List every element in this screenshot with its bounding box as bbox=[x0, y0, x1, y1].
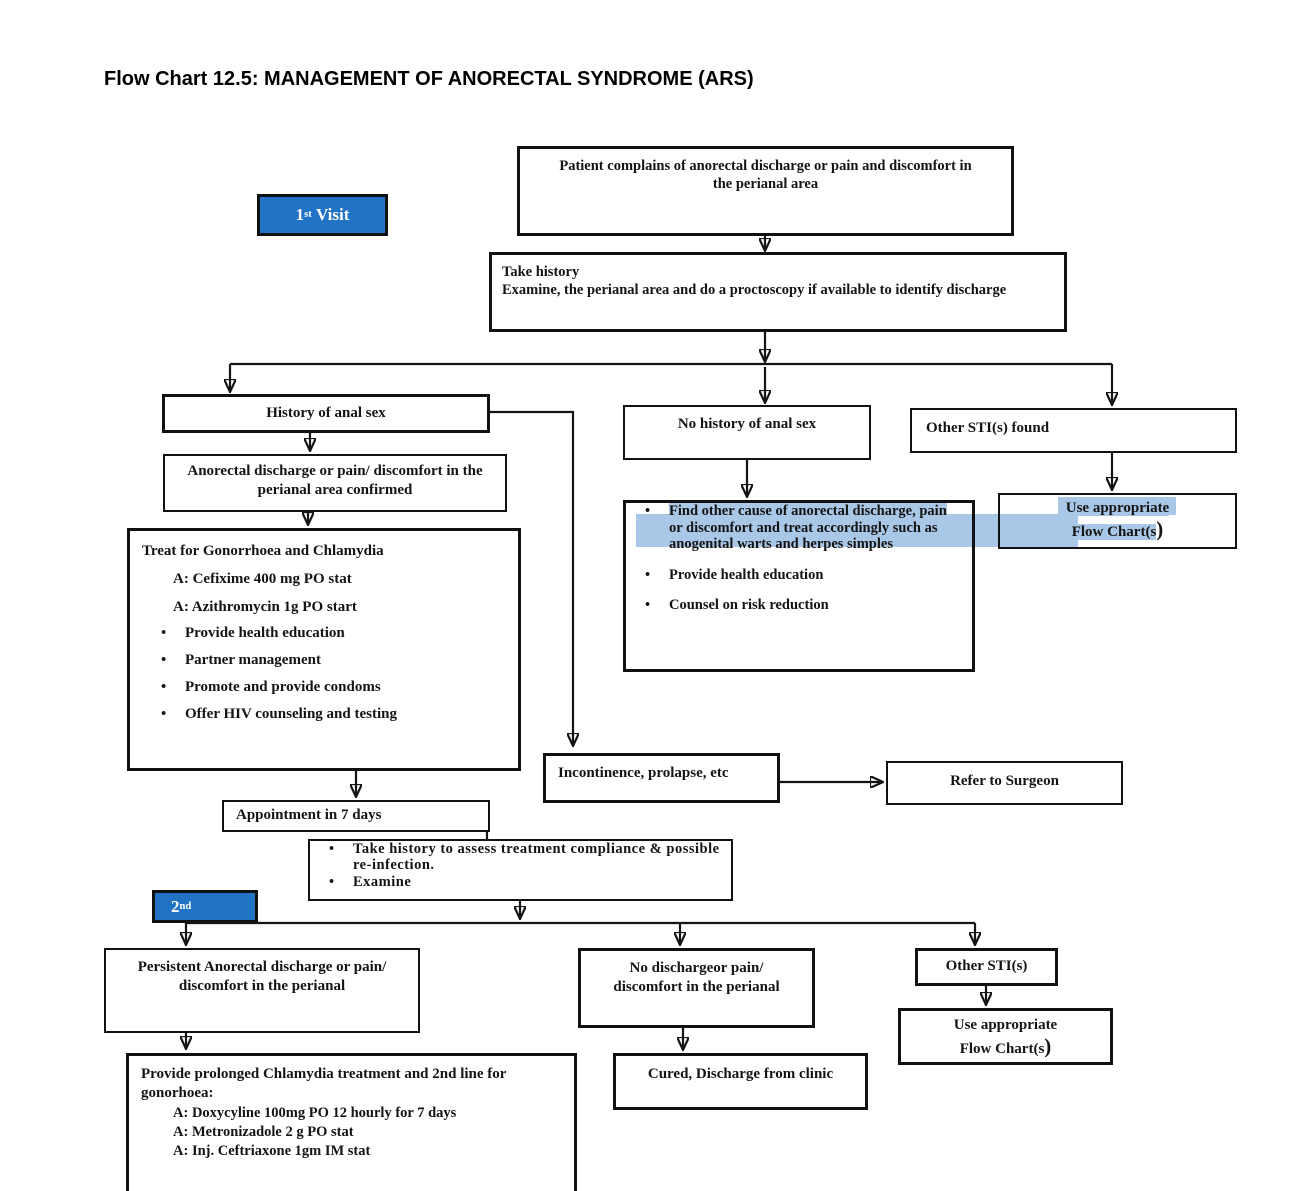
find-other-cause-list bbox=[626, 503, 972, 614]
treat-bullet-3-text: Promote and provide condoms bbox=[185, 678, 381, 695]
anorectal-confirmed-line2: perianal area confirmed bbox=[257, 481, 413, 498]
no-history-anal-sex-label: No history of anal sex bbox=[677, 416, 817, 432]
provide-med-2-text: Metronizadole 2 g PO stat bbox=[191, 1123, 354, 1140]
history-anal-sex-label: History of anal sex bbox=[266, 405, 386, 421]
appointment-label: Appointment in 7 days bbox=[236, 807, 382, 823]
provide-med-1 bbox=[173, 1104, 564, 1122]
treat-bullet-3 bbox=[142, 678, 508, 697]
use-flowchart2-line2 bbox=[901, 1033, 1110, 1060]
provide-med-1-prefix: A: bbox=[173, 1104, 189, 1121]
find-other-cause-bullet-3 bbox=[626, 597, 972, 614]
find-other-cause-bullet-2 bbox=[626, 567, 972, 584]
assess-list bbox=[310, 841, 731, 890]
persistent-line2: discomfort in the perianal bbox=[178, 977, 346, 994]
assess-bullet-1 bbox=[310, 841, 731, 873]
use-flowchart1-line2-text: Flow Chart(s bbox=[1071, 523, 1157, 540]
treat-heading: Treat for Gonorrhoea and Chlamydia bbox=[142, 543, 384, 559]
history-anal-sex-box bbox=[162, 394, 490, 433]
use-flowchart1-line1 bbox=[1000, 499, 1235, 519]
assess-bullet2-text: Examine bbox=[353, 874, 412, 890]
other-sti2-label: Other STI(s) bbox=[945, 958, 1028, 974]
no-history-anal-sex-box bbox=[623, 405, 871, 460]
use-flowchart-box-visit2 bbox=[898, 1008, 1113, 1065]
find-bullet2-text: Provide health education bbox=[669, 566, 824, 583]
visit1-number: 1 bbox=[295, 205, 305, 225]
take-history-box bbox=[489, 252, 1067, 332]
treat-med-2-text: Azithromycin 1g PO start bbox=[191, 598, 357, 615]
provide-med-2-prefix: A: bbox=[173, 1123, 189, 1140]
treat-med-2-prefix: A: bbox=[173, 598, 189, 615]
incontinence-box bbox=[543, 753, 780, 803]
assess-bullet-2 bbox=[310, 874, 731, 890]
treat-bullet-1 bbox=[142, 624, 508, 643]
find-other-cause-bullet-1 bbox=[626, 503, 972, 553]
other-sti-found-box bbox=[910, 408, 1237, 453]
assess-bullet1-line1: Take history to assess treatment compliance & possible bbox=[353, 841, 720, 857]
use-flowchart1-paren: ) bbox=[1156, 516, 1164, 541]
anorectal-confirmed-line1: Anorectal discharge or pain/ discomfort in the bbox=[187, 463, 483, 479]
treat-med-1-prefix: A: bbox=[173, 570, 189, 587]
assess-compliance-box bbox=[308, 839, 733, 901]
visit2-ordinal-suffix: nd bbox=[179, 900, 192, 912]
anorectal-confirmed-box bbox=[163, 454, 507, 512]
refer-surgeon-box bbox=[886, 761, 1123, 805]
assess-bullet1-line2: re-infection. bbox=[353, 857, 435, 873]
no-discharge-line1: No dischargeor pain/ bbox=[629, 960, 764, 976]
provide-med-3-text: Inj. Ceftriaxone 1gm IM stat bbox=[191, 1142, 371, 1159]
visit1-ordinal-suffix: st bbox=[304, 209, 312, 221]
cured-label: Cured, Discharge from clinic bbox=[647, 1066, 834, 1082]
patient-complaint-box bbox=[517, 146, 1014, 236]
other-sti-found-label: Other STI(s) found bbox=[926, 420, 1050, 436]
provide-prolonged-treatment-box bbox=[126, 1053, 577, 1191]
use-flowchart2-line1: Use appropriate bbox=[953, 1017, 1058, 1033]
find-bullet3-text: Counsel on risk reduction bbox=[669, 597, 829, 613]
use-flowchart2-line2-text: Flow Chart(s bbox=[959, 1040, 1045, 1057]
page-title: Flow Chart 12.5: MANAGEMENT OF ANORECTAL SYNDROME (ARS) bbox=[104, 68, 754, 90]
visit1-word: Visit bbox=[315, 205, 350, 225]
other-sti-box-visit2 bbox=[915, 948, 1058, 986]
treat-med-1 bbox=[173, 570, 508, 589]
no-discharge-box bbox=[578, 948, 815, 1028]
find-bullet1-line1: Find other cause of anorectal discharge, pain bbox=[669, 503, 947, 519]
treat-bullet-4-text: Offer HIV counseling and testing bbox=[185, 705, 397, 722]
use-flowchart2-paren: ) bbox=[1044, 1033, 1052, 1058]
find-bullet1-line2: or discomfort and treat accordingly such as bbox=[669, 519, 938, 536]
provide-med-3 bbox=[173, 1142, 564, 1160]
second-visit-label-box bbox=[152, 890, 258, 923]
treat-bullet-4 bbox=[142, 705, 508, 724]
patient-complaint-line1: Patient complains of anorectal discharge or pain and discomfort in bbox=[559, 158, 972, 174]
refer-surgeon-label: Refer to Surgeon bbox=[950, 773, 1059, 789]
persistent-discharge-box bbox=[104, 948, 420, 1033]
find-other-cause-box bbox=[623, 500, 975, 672]
treat-gonorrhoea-chlamydia-box bbox=[127, 528, 521, 771]
treat-bullet-list bbox=[142, 624, 508, 723]
use-flowchart-box-visit1 bbox=[998, 493, 1237, 549]
treat-bullet-2-text: Partner management bbox=[185, 652, 321, 668]
treat-bullet-2 bbox=[142, 651, 508, 670]
provide-med-2 bbox=[173, 1123, 564, 1141]
first-visit-label-box bbox=[257, 194, 388, 236]
treat-med-1-text: Cefixime 400 mg PO stat bbox=[192, 570, 352, 587]
visit2-number: 2 bbox=[171, 896, 180, 916]
provide-line1: Provide prolonged Chlamydia treatment and 2nd line for bbox=[141, 1066, 507, 1082]
take-history-line1: Take history bbox=[502, 264, 580, 280]
provide-med-1-text: Doxycyline 100mg PO 12 hourly for 7 days bbox=[191, 1104, 457, 1121]
no-discharge-line2: discomfort in the perianal bbox=[613, 978, 780, 995]
treat-med-2 bbox=[173, 598, 508, 617]
use-flowchart1-line1-text: Use appropriate bbox=[1065, 500, 1170, 516]
patient-complaint-line2: the perianal area bbox=[712, 176, 819, 193]
provide-line2: gonorhoea: bbox=[141, 1084, 214, 1101]
appointment-box bbox=[222, 800, 490, 832]
find-bullet1-line3: anogenital warts and herpes simples bbox=[669, 536, 893, 552]
treat-bullet-1-text: Provide health education bbox=[185, 625, 345, 642]
persistent-line1: Persistent Anorectal discharge or pain/ bbox=[137, 959, 387, 975]
incontinence-label: Incontinence, prolapse, etc bbox=[558, 765, 729, 781]
cured-discharge-box bbox=[613, 1053, 868, 1110]
use-flowchart1-line2 bbox=[1000, 516, 1235, 543]
take-history-line2: Examine, the perianal area and do a proctoscopy if available to identify discharge bbox=[502, 282, 1007, 299]
provide-med-3-prefix: A: bbox=[173, 1142, 189, 1159]
